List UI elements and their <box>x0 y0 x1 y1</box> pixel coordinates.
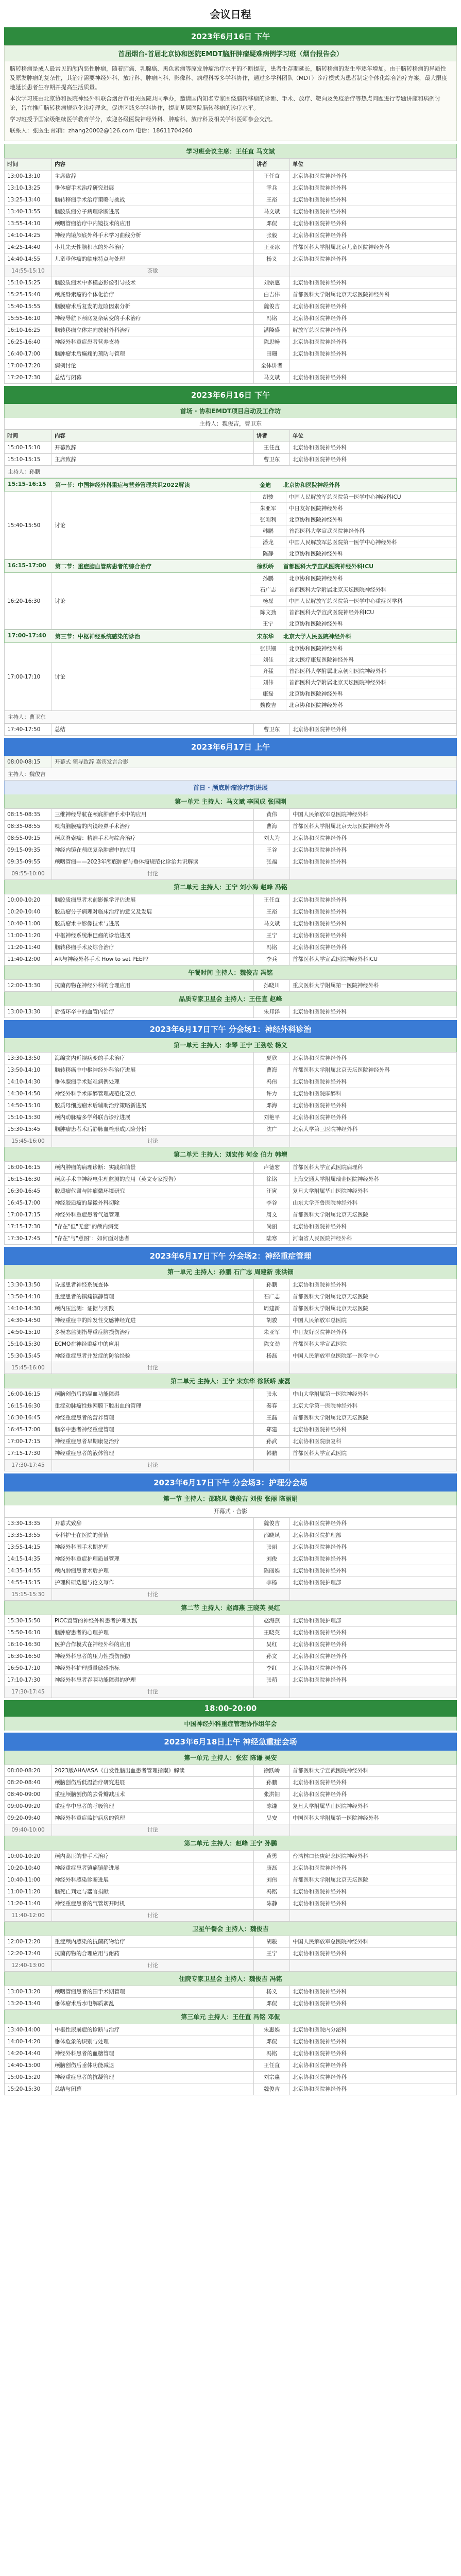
intro-block <box>4 61 457 141</box>
table-row: 13:35-13:55 专科护士在医院的价值 邵晓凤 北京协和医院护理部 <box>5 1530 457 1541</box>
table-row: 17:30-17:45 讨论 <box>5 1460 457 1471</box>
session-title: 首日 · 颅底肿瘤诊疗新进展 <box>4 781 457 794</box>
day-header: 2023年6月17日下午 分会场1：神经外科诊治 <box>4 1020 457 1038</box>
session-title: 第二单元 主持人：王宁 刘小海 赵峰 冯铭 <box>4 880 457 894</box>
panelist-row: 魏俊吉 北京协和医院神经外科 <box>250 700 456 710</box>
table-row: 15:00-15:10 开幕致辞 王任直 北京协和医院神经外科 <box>5 442 457 454</box>
table-row: 13:30-13:50 海绵窦内近视病变的手术治疗 夏欣 北京协和医院神经外科 <box>5 1053 457 1064</box>
table-row: 13:00-13:30 后循环卒中的血管内治疗 朱邦泽 北京协和医院神经外科 <box>5 1006 457 1018</box>
table-row: 09:20-09:40 神经外科重症监护病房的管理 吴安 中国医科大学附属第一医院神经外科 <box>5 1812 457 1824</box>
table-row: 13:00-13:20 颅咽管瘤患者的围手术期管理 杨义 北京协和医院神经外科 <box>5 1986 457 1998</box>
day-header: 2023年6月17日下午 分会场2：神经重症管理 <box>4 1247 457 1265</box>
session-title: 第三单元 主持人：王任直 冯铭 邓侃 <box>4 2010 457 2024</box>
session-title: 学习班会议主席：王任直 马文斌 <box>4 144 457 158</box>
session-title: 第二单元 主持人：刘宏伟 何金 伯力 韩增 <box>4 1147 457 1161</box>
session-chair: 主持人：魏俊吉，曹卫东 <box>4 418 457 430</box>
session-title: 品质专家卫星会 主持人：王任直 赵峰 <box>4 992 457 1006</box>
session-title: 第一单元 主持人：孙鹏 石广志 周建新 张洪钿 <box>4 1265 457 1279</box>
table-row: 13:30-13:35 开幕式致辞 魏俊吉 北京协和医院神经外科 <box>5 1518 457 1530</box>
table-row: 14:30-14:50 神经重症中的阵发性交感神经亢进 胡骏 中国人民解放军总医院 <box>5 1315 457 1327</box>
table-row: 15:10-15:15 主席致辞 曹卫东 北京协和医院神经外科 <box>5 454 457 466</box>
evening-title: 中国神经外科重症管理协作组年会 <box>4 1717 457 1731</box>
agenda-table <box>4 808 457 880</box>
table-row: 16:10-16:25 脑转移瘤立体定向放射外科治疗 潘隆盛 解放军总医院神经外科 <box>5 325 457 336</box>
table-row: 08:15-08:35 三维神经导航在颅底肿瘤手术中的应用 黄伟 中国人民解放军总医院神经外科 <box>5 809 457 821</box>
agenda-table <box>4 723 457 736</box>
table-row: 13:30-13:50 昏迷患者神经系统查体 孙鹏 北京协和医院神经外科 <box>5 1279 457 1291</box>
panelist-row: 齐猛 首都医科大学附属北京朝阳医院神经外科 <box>250 666 456 677</box>
panel-discussion: 15:40-15:50 讨论 胡骏 中国人民解放军总医院第一医学中心神经科ICU 朱亚军 中日友好医院神经外科 张刚利 北京协和医院神经外科 韩鹏 首都医科大学宣武医院神经外科 潘龙 中国人民解放军总医院第一医学中心神经外科 陈静 北京协和医院神经外科 <box>4 492 457 560</box>
table-row: 14:00-14:20 垂体危象的识别与处理 邓侃 北京协和医院神经外科 <box>5 2036 457 2048</box>
day-header: 2023年6月17日 上午 <box>4 738 457 756</box>
table-row: 12:00-13:30 抗菌药物在神经外科的合理应用 孙晓川 重庆医科大学附属第一医院神经外科 <box>5 980 457 992</box>
table-row: 08:00-08:15 开幕式 领导致辞 嘉宾发言合影 <box>5 756 457 768</box>
table-row: 13:55-14:10 颅咽管瘤治疗中内镜技术的应用 邓侃 北京协和医院神经外科 <box>5 218 457 230</box>
agenda-table <box>4 430 457 466</box>
table-row: 13:40-13:55 脑胶质瘤分子病理诊断进展 马文斌 北京协和医院神经外科 <box>5 206 457 218</box>
agenda-table <box>4 2024 457 2095</box>
panel-header: 15:15-16:15 第一节：中国神经外科重症与营养管理共识2022解读 金迪 北京协和医院神经外科 <box>4 478 457 492</box>
agenda-table <box>4 756 457 768</box>
agenda-table <box>4 1765 457 1836</box>
panelist-row: 孙鹏 北京协和医院神经外科 <box>250 573 456 584</box>
table-row: 08:20-08:40 颅脑创伤后低温治疗研究进展 孙鹏 北京协和医院神经外科 <box>5 1777 457 1789</box>
table-row: 10:20-10:40 神经重症患者镇痛镇静进展 康磊 北京协和医院神经外科 <box>5 1862 457 1874</box>
intro-paragraph: 本次学习班由北京协和医院神经外科联合烟台市相关医院共同举办，邀请国内知名专家围绕脑转移瘤的诊断、手术、放疗、靶向及免疫治疗等热点问题进行专题讲座和病例讨论，旨在推广脑转移瘤规范化诊疗理念，促进区域多学科协作，提高基层医院脑转移瘤的诊疗水平。 <box>10 95 440 111</box>
table-row: 14:10-14:30 垂体腺瘤手术疑难病例处理 冯伟 北京协和医院神经外科 <box>5 1076 457 1088</box>
agenda-table <box>4 1279 457 1374</box>
day-header: 2023年6月17日下午 分会场3：护理分会场 <box>4 1473 457 1492</box>
panelist-row: 潘龙 中国人民解放军总医院第一医学中心神经外科 <box>250 537 456 548</box>
table-row: 14:30-14:50 神经外科手术麻醉管理规范化要点 许力 北京协和医院麻醉科 <box>5 1088 457 1100</box>
table-row: 08:00-08:20 2023版AHA/ASA《自发性脑出血患者管理指南》解读 徐跃峤 首都医科大学宣武医院神经外科 <box>5 1765 457 1777</box>
session-title: 午餐时间 主持人：魏俊吉 冯铭 <box>4 965 457 979</box>
table-row: 14:35-14:55 颅内肿瘤患者术后护理 陈丽娟 北京协和医院神经外科 <box>5 1565 457 1577</box>
table-row: 17:00-17:20 病例讨论 全体讲者 <box>5 360 457 372</box>
table-row: 16:25-16:40 神经外科重症患者营养支持 陈思畅 北京协和医院神经外科 <box>5 336 457 348</box>
agenda-table <box>4 1936 457 1972</box>
table-row: 08:40-09:00 重症颅脑创伤的去骨瓣减压术 张洪钿 北京协和医院神经外科 <box>5 1789 457 1801</box>
table-row: 16:00-16:15 颅内肿瘤的病理诊断：实践和前景 卢德宏 首都医科大学宣武医院病理科 <box>5 1162 457 1174</box>
table-row: 13:20-13:40 垂体瘤术后水电解质紊乱 邓侃 北京协和医院神经外科 <box>5 1998 457 2010</box>
table-row: 10:00-10:20 脑胶质瘤患者术前影像学评估进展 王任直 北京协和医院神经外科 <box>5 894 457 906</box>
chair-line: 主持人：曹卫东 <box>4 711 457 723</box>
panelist-row: 石广志 首都医科大学附属北京天坛医院神经外科 <box>250 584 456 596</box>
agenda-table <box>4 1615 457 1698</box>
table-row: 16:30-16:45 神经重症患者的营养管理 王磊 首都医科大学附属北京天坛医院 <box>5 1412 457 1424</box>
table-row: 15:45-16:00 讨论 <box>5 1136 457 1147</box>
table-row: 14:55-15:10 茶歇 <box>5 265 457 277</box>
chair-line: 主持人：孙鹏 <box>4 466 457 478</box>
table-row: 13:40-14:00 中枢性尿崩症的诊断与治疗 朱惠娟 北京协和医院内分泌科 <box>5 2024 457 2036</box>
table-row: 13:25-13:40 脑转移瘤手术治疗策略与挑战 王裕 北京协和医院神经外科 <box>5 194 457 206</box>
table-row: 15:55-16:10 神经导航下颅底复杂病变的手术治疗 冯铭 北京协和医院神经外科 <box>5 313 457 325</box>
table-row: 17:15-17:30 神经重症患者的液体管理 韩鹏 首都医科大学宣武医院 <box>5 1448 457 1460</box>
table-row: 17:30-17:45 "存在"与"意图"：如何面对患者 陆寒 河南省人民医院神经外科 <box>5 1233 457 1245</box>
agenda-table <box>4 1006 457 1018</box>
panelist-row: 朱亚军 中日友好医院神经外科 <box>250 503 456 514</box>
table-row: 15:10-15:25 脑胶质瘤术中多模态影像引导技术 刘宗惠 北京协和医院神经外科 <box>5 277 457 289</box>
agenda-table <box>4 158 457 384</box>
table-row: 11:20-11:40 脑转移瘤手术及综合治疗 冯铭 北京协和医院神经外科 <box>5 942 457 954</box>
table-row: 15:30-15:45 脑肿瘤患者术后静脉血栓形成风险分析 沈广 北京大学第三医院神经外科 <box>5 1124 457 1136</box>
session-title: 首场 · 协和EMDT项目启动及工作坊 <box>4 404 457 418</box>
table-row: 10:20-10:40 胶质瘤分子病理对临床治疗的意义及发展 王裕 北京协和医院神经外科 <box>5 906 457 918</box>
table-row: 14:10-14:25 神经内镜颅底外科手术学习曲线分析 张毅 北京协和医院神经外科 <box>5 230 457 242</box>
session-title: 第一单元 主持人：马文斌 李国成 张国刚 <box>4 794 457 808</box>
table-row: 09:55-10:00 讨论 <box>5 868 457 880</box>
table-row: 17:20-17:30 总结与闭幕 马文斌 北京协和医院神经外科 <box>5 372 457 384</box>
table-row: 13:50-14:10 重症患者的镇痛镇静管理 石广志 首都医科大学附属北京天坛医院 <box>5 1291 457 1303</box>
panelist-row: 杨磊 中国人民解放军总医院第一医学中心重症医学科 <box>250 596 456 607</box>
table-row: 12:40-13:00 讨论 <box>5 1960 457 1972</box>
panelist-row: 王宁 北京协和医院神经外科 <box>250 618 456 629</box>
session-title: 第二单元 主持人：王宁 宋东华 徐跃峤 康磊 <box>4 1374 457 1388</box>
table-row: 13:00-13:10 主席致辞 王任直 北京协和医院神经外科 <box>5 171 457 182</box>
intro-paragraph: 联系人：张医生 邮箱：zhang20002@126.com 电话：18611704260 <box>10 127 193 134</box>
agenda-table <box>4 1850 457 1922</box>
table-row: 13:10-13:25 垂体瘤手术治疗研究进展 幸兵 北京协和医院神经外科 <box>5 182 457 194</box>
session-title: 卫星午餐会 主持人：魏俊吉 <box>4 1922 457 1936</box>
panelist-row: 刘伟 首都医科大学附属北京天坛医院神经外科 <box>250 677 456 688</box>
table-row: 17:00-17:15 神经外科重症患者气道管理 周文 首都医科大学附属北京天坛医院 <box>5 1209 457 1221</box>
table-row: 14:55-15:15 护理科研选题与论文写作 李杨 北京协和医院护理部 <box>5 1577 457 1589</box>
table-header-row: 时间 内容 讲者 单位 <box>5 430 457 442</box>
table-row: 16:15-16:30 颅底手术中神经电生理监测的应用（英文专家报告） 徐铭 上海交通大学附属瑞金医院神经外科 <box>5 1174 457 1185</box>
agenda-table <box>4 1986 457 2010</box>
panelist-row: 张洪钿 北京协和医院神经外科 <box>250 643 456 654</box>
table-row: 17:10-17:30 神经外科患者吞咽功能障碍的护理 张萌 北京协和医院神经外科 <box>5 1674 457 1686</box>
table-row: 15:40-15:55 脑膜瘤术后复发的危险因素分析 魏俊吉 北京协和医院神经外科 <box>5 301 457 313</box>
day-header: 2023年6月16日 下午 <box>4 27 457 45</box>
table-row: 15:00-15:20 神经重症患者的抗凝管理 刘宗惠 北京协和医院神经外科 <box>5 2072 457 2083</box>
table-row: 15:30-15:50 PICC置管的神经外科患者护理实践 赵海燕 北京协和医院护理部 <box>5 1615 457 1627</box>
table-row: 14:15-14:35 神经外科重症护理质量管理 刘俊 北京协和医院神经外科 <box>5 1553 457 1565</box>
table-row: 09:40-10:00 讨论 <box>5 1824 457 1836</box>
table-row: 17:00-17:15 神经重症患者早期康复治疗 孙武 北京协和医院康复科 <box>5 1436 457 1448</box>
table-row: 10:40-11:00 神经外科感染诊断进展 刘伟 首都医科大学附属北京天坛医院 <box>5 1874 457 1886</box>
panelist-row: 韩鹏 首都医科大学宣武医院神经外科 <box>250 526 456 537</box>
intro-paragraph: 脑转移瘤是成人最常见的颅内恶性肿瘤，随着肺癌、乳腺癌、黑色素瘤等原发肿瘤治疗水平的不断提高，患者生存期延长，脑转移瘤的发生率逐年增加。由于脑转移瘤的异质性及原发肿瘤的复杂性，其治疗需要神经外科、放疗科、肿瘤内科、影像科、病理科等多学科协作，通过多学科团队（MDT）诊疗模式为患者制定个体化综合治疗方案，最大限度地延长患者生存期并提高生活质量。 <box>10 65 448 91</box>
table-row: 11:40-12:00 讨论 <box>5 1910 457 1922</box>
session-title: 第一单元 主持人：张宏 陈谦 吴安 <box>4 1751 457 1765</box>
day-header: 2023年6月16日 下午 <box>4 386 457 404</box>
table-row: 11:20-11:40 神经重症患者的气管切开时机 陈静 北京协和医院神经外科 <box>5 1898 457 1910</box>
session-title: 住院专家卫星会 主持人：魏俊吉 冯铭 <box>4 1972 457 1986</box>
table-row: 16:10-16:30 医护合作模式在神经外科的应用 吴红 北京协和医院神经外科 <box>5 1639 457 1651</box>
table-row: 16:00-16:15 颅脑创伤后的凝血功能障碍 张永 中山大学附属第一医院神经外科 <box>5 1388 457 1400</box>
agenda-table <box>4 979 457 992</box>
table-row: 16:50-17:10 神经外科护理质量敏感指标 李红 北京协和医院神经外科 <box>5 1663 457 1674</box>
table-row: 15:10-15:30 ECMO在神经重症中的应用 陈文劲 首都医科大学宣武医院 <box>5 1338 457 1350</box>
table-row: 15:25-15:40 颅底脊索瘤的个体化治疗 白吉伟 首都医科大学附属北京天坛医院神经外科 <box>5 289 457 301</box>
table-row: 11:00-11:20 中枢神经系统淋巴瘤的诊治进展 王宁 北京协和医院神经外科 <box>5 930 457 942</box>
table-row: 15:15-15:30 讨论 <box>5 1589 457 1601</box>
panel-discussion: 17:00-17:10 讨论 张洪钿 北京协和医院神经外科 刘佳 北大医疗康复医院神经外科 齐猛 首都医科大学附属北京朝阳医院神经外科 刘伟 首都医科大学附属北京天坛医院神经外科 康磊 北京协和医院神经外科 魏俊吉 北京协和医院神经外科 <box>4 643 457 711</box>
table-row: 12:20-12:40 抗菌药物的合理应用与耐药 王宁 北京协和医院神经外科 <box>5 1948 457 1960</box>
day-header: 2023年6月18日上午 神经急重症会场 <box>4 1733 457 1751</box>
table-row: 17:15-17:30 "存在"但"无意"的颅内病变 尚丽 北京协和医院神经外科 <box>5 1221 457 1233</box>
table-row: 15:20-15:30 总结与闭幕 魏俊吉 北京协和医院神经外科 <box>5 2083 457 2095</box>
chair-line: 主持人：魏俊吉 <box>4 768 457 781</box>
agenda-table <box>4 1517 457 1601</box>
panelist-row: 张刚利 北京协和医院神经外科 <box>250 514 456 526</box>
agenda-table <box>4 1052 457 1147</box>
panel-discussion: 16:20-16:30 讨论 孙鹏 北京协和医院神经外科 石广志 首都医科大学附属北京天坛医院神经外科 杨磊 中国人民解放军总医院第一医学中心重症医学科 陈文劲 首都医科大学宣武医院神经外科ICU 王宁 北京协和医院神经外科 <box>4 573 457 630</box>
panelist-row: 刘佳 北大医疗康复医院神经外科 <box>250 654 456 666</box>
table-row: 15:50-16:10 脑肿瘤患者的心理护理 王晓英 北京协和医院神经外科 <box>5 1627 457 1639</box>
evening-header: 18:00-20:00 <box>4 1700 457 1717</box>
table-row: 16:45-17:00 神经胶质瘤的显微外科切除 李谷 山东大学齐鲁医院神经外科 <box>5 1197 457 1209</box>
table-row: 14:40-14:55 儿童垂体瘤的临床特点与处理 杨义 北京协和医院神经外科 <box>5 253 457 265</box>
intro-title: 首届烟台-首届北京协和医院EMDT脑肝肿瘤疑难病例学习班（烟台报告会） <box>4 45 457 61</box>
table-row: 16:30-16:45 胶质瘤代谢与肿瘤微环境研究 汪寅 复旦大学附属华山医院神经外科 <box>5 1185 457 1197</box>
intro-paragraph: 学习班授予国家级继续医学教育学分，欢迎各级医院神经外科、肿瘤科、放疗科及相关学科医师参会交流。 <box>10 116 276 123</box>
table-row: 15:45-16:00 讨论 <box>5 1362 457 1374</box>
table-row: 16:30-16:50 神经外科患者的压力性损伤预防 孙文 北京协和医院神经外科 <box>5 1651 457 1663</box>
session-title: 第二单元 主持人：赵峰 王宁 孙鹏 <box>4 1836 457 1850</box>
table-row: 15:30-15:45 神经重症患者并发症的防治经验 杨磊 中国人民解放军总医院第一医学中心 <box>5 1350 457 1362</box>
table-row: 14:20-14:40 神经外科患者的血糖管理 冯铭 北京协和医院神经外科 <box>5 2048 457 2060</box>
panelist-row: 康磊 北京协和医院神经外科 <box>250 688 456 700</box>
panelist-row: 陈静 北京协和医院神经外科 <box>250 548 456 559</box>
table-row: 09:15-09:35 神经内镜在颅底复杂肿瘤中的应用 王谷 北京协和医院神经外科 <box>5 844 457 856</box>
table-row: 11:40-12:00 AR与神经外科手术 How to set PEEP? 李兵 首都医科大学宣武医院神经外科ICU <box>5 954 457 965</box>
table-row: 16:15-16:30 重症动脉瘤性蛛网膜下腔出血的管理 秦春 北京大学第一医院神经外科 <box>5 1400 457 1412</box>
table-header-row: 时间 内容 讲者 单位 <box>5 159 457 171</box>
table-row: 17:30-17:45 讨论 <box>5 1686 457 1698</box>
table-row: 10:00-10:20 颅内高压的非手术治疗 黄勇 台湾林口长庚纪念医院神经外科 <box>5 1851 457 1862</box>
table-row: 09:00-09:20 重症卒中患者的呼吸管理 陈谦 复旦大学附属华山医院神经外科 <box>5 1801 457 1812</box>
panelist-row: 陈文劲 首都医科大学宣武医院神经外科ICU <box>250 607 456 618</box>
agenda-table <box>4 1388 457 1471</box>
table-row: 14:50-15:10 多模态监测指导重症脑损伤治疗 朱亚军 中日友好医院神经外科 <box>5 1327 457 1338</box>
table-row: 13:50-14:10 脑转移癌中中枢神经外科治疗进展 曹海 首都医科大学附属北京天坛医院神经外科 <box>5 1064 457 1076</box>
agenda-table <box>4 894 457 965</box>
table-row: 14:10-14:30 颅内压监测：证据与实践 周建新 首都医科大学附属北京天坛医院 <box>5 1303 457 1315</box>
table-row: 09:35-09:55 颅咽管瘤——2023年颅底肿瘤与垂体瘤规范化诊治共识解读 张福 北京协和医院神经外科 <box>5 856 457 868</box>
table-row: 12:00-12:20 重症颅内感染的抗菌药物治疗 胡骏 中国人民解放军总医院神经外科 <box>5 1936 457 1948</box>
table-row: 14:25-14:40 小儿先天性脑积水的外科治疗 王亚冰 首都医科大学附属北京儿童医院神经外科 <box>5 242 457 253</box>
table-row: 17:40-17:50 总结 曹卫东 北京协和医院神经外科 <box>5 724 457 736</box>
panel-header: 17:00-17:40 第三节：中枢神经系统感染的诊治 宋东华 北京大学人民医院神经外科 <box>4 630 457 643</box>
session-mode: 开幕式 · 合影 <box>4 1505 457 1517</box>
table-row: 14:50-15:10 胶质母细胞瘤术后辅助治疗策略新进展 邓海 北京协和医院神经外科 <box>5 1100 457 1112</box>
table-row: 16:40-17:00 脑肿瘤术后癫痫的预防与管理 田珊 北京协和医院神经外科 <box>5 348 457 360</box>
table-row: 10:40-11:00 胶质瘤术中影像技术与进展 马文斌 北京协和医院神经外科 <box>5 918 457 930</box>
table-row: 08:35-08:55 嗅沟脑膜瘤的内镜经鼻手术治疗 曹海 首都医科大学附属北京天坛医院神经外科 <box>5 821 457 833</box>
table-row: 13:55-14:15 神经外科围手术期护理 张丽 北京协和医院神经外科 <box>5 1541 457 1553</box>
table-row: 14:40-15:00 颅脑创伤后垂体功能减退 王任直 北京协和医院神经外科 <box>5 2060 457 2072</box>
table-row: 15:10-15:30 颅内动脉瘤多学科联合诊疗进展 刘艳平 北京协和医院神经外科 <box>5 1112 457 1124</box>
table-row: 16:45-17:00 脑卒中患者神经重症管理 郑建 北京协和医院神经外科 <box>5 1424 457 1436</box>
agenda-table <box>4 1161 457 1245</box>
panelist-row: 胡骏 中国人民解放军总医院第一医学中心神经科ICU <box>250 492 456 503</box>
panel-header: 16:15-17:00 第二节：重症脑血管病患者的综合治疗 徐跃峤 首都医科大学宣武医院神经外科ICU <box>4 560 457 573</box>
table-row: 08:55-09:15 颅底脊索瘤：精准手术与综合治疗 刘大为 北京协和医院神经外科 <box>5 833 457 844</box>
session-title: 第一节 主持人：邵晓凤 魏俊吉 刘俊 张丽 陈丽娟 <box>4 1492 457 1505</box>
session-title: 第一单元 主持人：李琴 王宁 王劲松 杨义 <box>4 1038 457 1052</box>
session-title: 第二节 主持人：赵海燕 王晓英 吴红 <box>4 1601 457 1615</box>
table-row: 11:00-11:20 脑死亡判定与器官捐献 冯铭 北京协和医院神经外科 <box>5 1886 457 1898</box>
page-title: 会议日程 <box>210 8 251 21</box>
